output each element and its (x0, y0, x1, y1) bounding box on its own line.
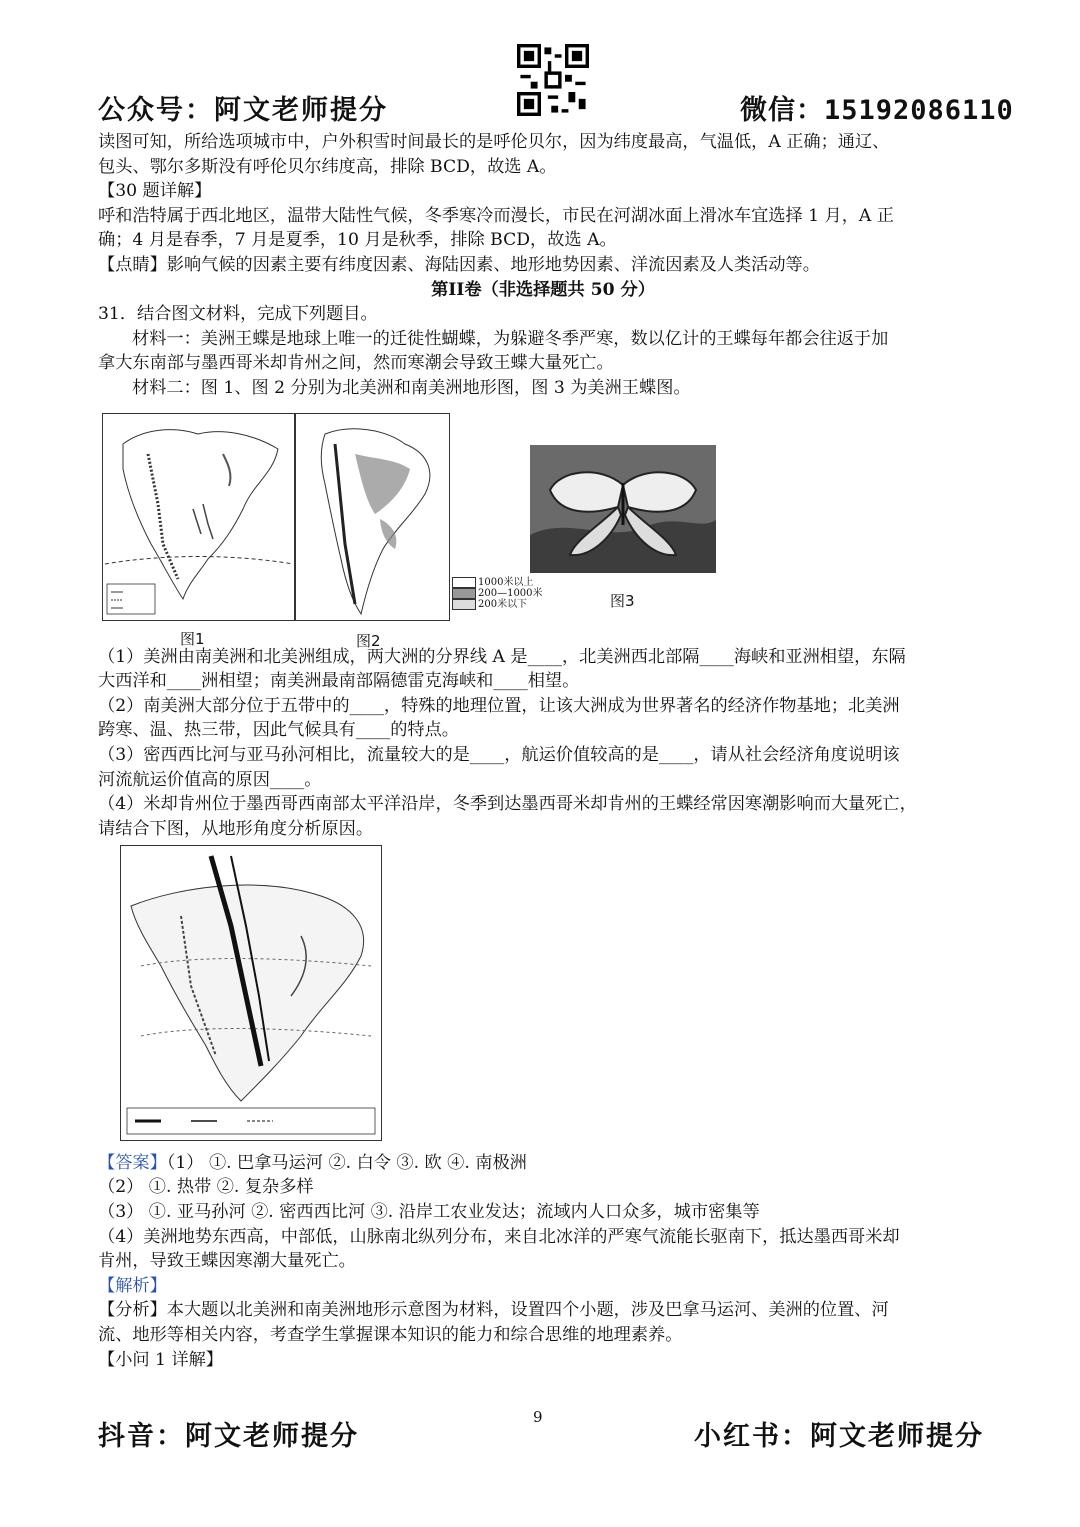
sub-question-3-cont: 河流航运价值高的原因____。 (98, 769, 322, 790)
legend-item: 200米以下 (452, 599, 543, 610)
text-line: 确；4 月是春季，7 月是夏季，10 月是秋季，排除 BCD，故选 A。 (98, 230, 617, 251)
legend-item: 1000米以上 (452, 577, 543, 588)
header-wechat-id: 微信：15192086110 (740, 95, 1014, 126)
legend-item: 200—1000米 (452, 588, 543, 599)
page-number: 9 (533, 1408, 543, 1426)
fig3-caption: 图3 (610, 591, 635, 610)
qr-code-icon (517, 44, 589, 116)
fig1-caption: 图1 (180, 629, 205, 648)
sub-question-2-cont: 跨寒、温、热三带，因此气候具有____的特点。 (98, 720, 459, 741)
material-two: 材料二：图 1、图 2 分别为北美洲和南美洲地形图，图 3 为美洲王蝶图。 (132, 377, 691, 398)
text-line: 【点睛】影响气候的因素主要有纬度因素、海陆因素、地形地势因素、洋流因素及人类活动等。 (98, 254, 820, 275)
footer-xiaohongshu: 小红书：阿文老师提分 (694, 1421, 984, 1452)
question-31: 31．结合图文材料，完成下列题目。 (98, 304, 378, 325)
sub-question-3: （3）密西西比河与亚马孙河相比，流量较大的是____，航运价值较高的是____，请从社会经济角度说明该 (98, 744, 900, 765)
cold-wave-path-map (120, 845, 382, 1141)
figures-row (98, 405, 988, 650)
text-line: 读图可知，所给选项城市中，户外积雪时间最长的是呼伦贝尔，因为纬度最高，气温低，A 正确；通辽、 (98, 132, 890, 152)
map-legend (452, 577, 543, 610)
answer-line-3: （3） ①. 亚马孙河 ②. 密西西比河 ③. 沿岸工农业发达；流域内人口众多，城市密集等 (98, 1202, 760, 1223)
text-line: 呼和浩特属于西北地区，温带大陆性气候，冬季寒冷而漫长，市民在河湖冰面上滑冰车宜选择 1 月，A 正 (98, 205, 894, 226)
monarch-butterfly-photo (530, 445, 716, 573)
sub-question-1: （1）美洲由南美洲和北美洲组成，两大洲的分界线 A 是____，北美洲西北部隔____海峡和亚洲相望，东隔 (98, 646, 906, 667)
material-one: 材料一：美洲王蝶是地球上唯一的迁徙性蝴蝶，为躲避冬季严寒，数以亿计的王蝶每年都会往返于加 (132, 328, 889, 349)
answer-line-2: （2） ①. 热带 ②. 复杂多样 (98, 1177, 314, 1198)
text-line: 【30 题详解】 (98, 181, 212, 202)
answer-line-4-cont: 肯州，导致王蝶因寒潮大量死亡。 (98, 1251, 356, 1272)
section-title: 第II卷（非选择题共 50 分） (431, 279, 655, 300)
analysis-label: 【解析】 (98, 1275, 167, 1296)
south-america-terrain-map (294, 413, 450, 621)
fig2-caption: 图2 (356, 631, 381, 650)
footer-douyin: 抖音：阿文老师提分 (98, 1421, 359, 1452)
text-line: 包头、鄂尔多斯没有呼伦贝尔纬度高，排除 BCD，故选 A。 (98, 156, 557, 177)
sub-question-1-cont: 大西洋和____洲相望；南美洲最南部隔德雷克海峡和____相望。 (98, 671, 580, 692)
answer-line-4: （4）美洲地势东西高，中部低，山脉南北纵列分布，来自北冰洋的严寒气流能长驱南下，抵达墨西哥米却 (98, 1226, 900, 1247)
analysis-text-cont: 流、地形等相关内容，考查学生掌握课本知识的能力和综合思维的地理素养。 (98, 1325, 683, 1346)
material-one-cont: 拿大东南部与墨西哥米却肯州之间，然而寒潮会导致王蝶大量死亡。 (98, 353, 614, 374)
sub-question-2: （2）南美洲大部分位于五带中的____，特殊的地理位置，让该大洲成为世界著名的经济作物基地；北美洲 (98, 695, 900, 716)
header-wechat-account: 公众号：阿文老师提分 (98, 95, 388, 126)
sub-question-4-cont: 请结合下图，从地形角度分析原因。 (98, 818, 374, 839)
north-america-terrain-map (102, 413, 296, 621)
sub-question-1-detail-label: 【小问 1 详解】 (98, 1349, 223, 1370)
analysis-text: 【分析】本大题以北美洲和南美洲地形示意图为材料，设置四个小题，涉及巴拿马运河、美洲的位置、河 (98, 1300, 889, 1321)
page-body (98, 130, 988, 1372)
answer-label: 【答案】 (98, 1152, 167, 1173)
sub-question-4: （4）米却肯州位于墨西哥西南部太平洋沿岸，冬季到达墨西哥米却肯州的王蝶经常因寒潮影响而大量死亡， (98, 794, 917, 815)
answer-line-1: 【答案】（1） ①. 巴拿马运河 ②. 白令 ③. 欧 ④. 南极洲 (98, 1152, 527, 1173)
